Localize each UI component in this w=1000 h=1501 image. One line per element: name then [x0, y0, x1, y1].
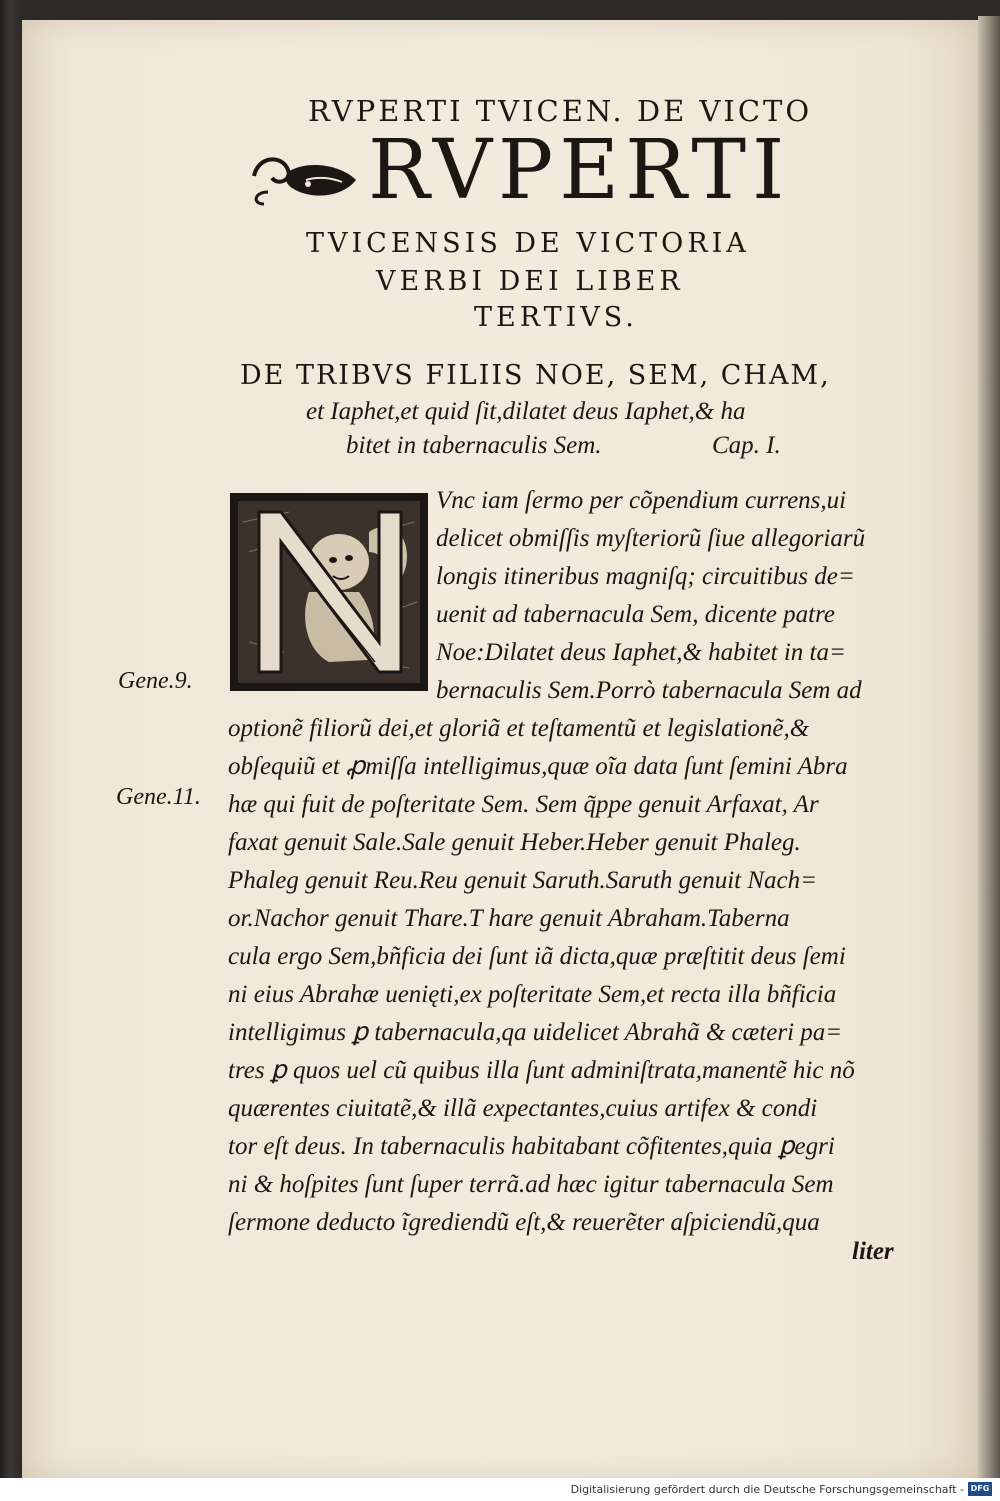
running-head: RVPERTI TVICEN. DE VICTO [308, 94, 813, 128]
text-line: longis itineribus magniſq; circuitibus de= [436, 563, 855, 590]
text-line: obſequiũ et ꝓmiſſa intelligimus,quæ oĩa data ſunt ſemini Abra [228, 753, 848, 780]
text-line: hæ qui fuit de poſteritate Sem. Sem q̃ppe genuit Arfaxat, Ar [228, 791, 819, 818]
text-line: cula ergo Sem,bñficia dei ſunt iã dicta,quæ præſtitit deus ſemi [228, 943, 846, 970]
text-line: intelligimus ꝑ tabernacula,qa uidelicet Abrahã & cæteri pa= [228, 1019, 843, 1046]
catchword: liter [852, 1238, 894, 1265]
text-line: Noe:Dilatet deus Iaphet,& habitet in ta= [436, 639, 846, 666]
margin-note: Gene.9. [118, 668, 193, 694]
text-line: or.Nachor genuit Thare.T hare genuit Abraham.Taberna [228, 905, 790, 932]
footer-credit: Digitalisierung gefördert durch die Deutsche Forschungsgemeinschaft - [570, 1483, 964, 1496]
text-line: delicet obmiſſis myſteriorũ ſiue allegoriarũ [436, 525, 866, 552]
text-line: quærentes ciuitatẽ,& illã expectantes,cuius artifex & condi [228, 1095, 818, 1122]
text-line: Phaleg genuit Reu.Reu genuit Saruth.Saruth genuit Nach= [228, 867, 818, 894]
text-line: ſermone deducto ĩgrediendũ eſt,& reuerẽter aſpiciendũ,qua [228, 1209, 820, 1236]
text-line: bernaculis Sem.Porrò tabernacula Sem ad [436, 677, 862, 704]
title-line: VERBI DEI LIBER [376, 266, 684, 297]
text-line: ni & hoſpites ſunt ſuper terrã.ad hæc igitur tabernacula Sem [228, 1171, 834, 1198]
title-line: TVICENSIS DE VICTORIA [306, 228, 750, 259]
margin-note: Gene.11. [116, 784, 201, 810]
book-title: RVPERTI [368, 123, 791, 218]
dfg-logo: DFG [968, 1482, 992, 1496]
text-line: optionẽ filiorũ dei,et gloriã et teſtamentũ et legislationẽ,& [228, 715, 810, 742]
text-line: tor eſt deus. In tabernaculis habitabant cõfitentes,quia ꝑegri [228, 1133, 835, 1160]
text-line: ni eius Abrahæ uenięti,ex poſteritate Sem,et recta illa bñficia [228, 981, 837, 1008]
woodcut-initial-n-icon [229, 492, 429, 692]
text-line: uenit ad tabernacula Sem, dicente patre [436, 601, 835, 628]
chapter-subheading: bitet in tabernaculis Sem. [346, 432, 602, 459]
chapter-label: Cap. I. [712, 432, 781, 459]
chapter-subheading: et Iaphet,et quid ſit,dilatet deus Iaphet,& ha [306, 398, 746, 425]
title-line: TERTIVS. [474, 302, 638, 333]
text-line: faxat genuit Sale.Sale genuit Heber.Heber genuit Phaleg. [228, 829, 801, 856]
text-line: tres ꝑ quos uel cũ quibus illa ſunt adminiſtrata,manentẽ hic nõ [228, 1057, 855, 1084]
fleuron-ornament-icon [248, 146, 360, 208]
chapter-heading: DE TRIBVS FILIIS NOE, SEM, CHAM, [240, 360, 831, 391]
text-line: Vnc iam ſermo per cõpendium currens,ui [436, 487, 847, 514]
page-edge [978, 16, 1000, 1482]
